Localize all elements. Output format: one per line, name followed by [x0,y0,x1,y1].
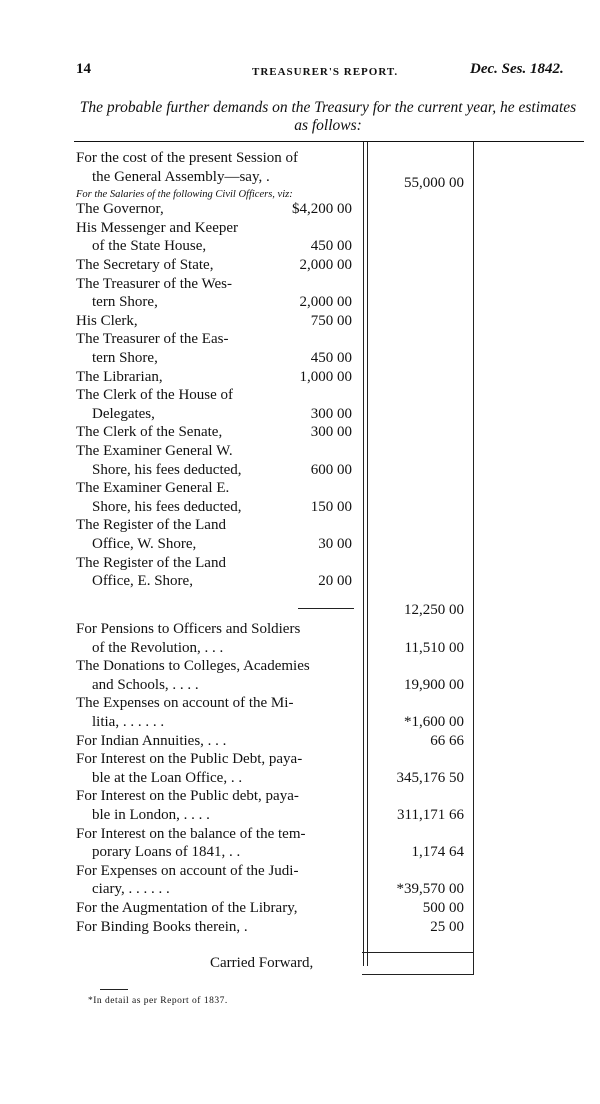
ledger-item-text: For the Augmentation of the Library, [76,900,298,916]
ledger-item-text: The Librarian, [76,368,163,385]
ledger-item-amount: 2,000 00 [299,257,352,273]
ledger-item-text: The Clerk of the House of [76,387,234,404]
ledger-item-amount: 450 00 [310,238,352,255]
intro-text: The probable further demands on the Treasury for the current year, he estimates as follows: [79,99,577,134]
ledger-item-text: The Treasurer of the Eas- [76,331,229,348]
ledger-item-amount: 150 00 [310,498,352,515]
ledger-item-text: ble in London, . . . . [92,807,210,823]
carried-forward: Carried Forward, [210,955,314,971]
ledger-item-text: The Clerk of the Senate, [76,424,223,441]
ledger-item-text: His Messenger and Keeper [76,219,239,236]
ledger-item-amount: 1,000 00 [299,368,352,385]
ledger-item-total: 12,250 00 [404,602,464,618]
running-title: TREASURER'S REPORT. [252,66,399,78]
ledger-item-text: The Register of the Land [76,517,226,534]
table-top-rule [74,141,584,142]
ledger-item-amount: 300 00 [310,424,352,441]
ledger-item-total: 345,176 50 [396,769,464,786]
ledger-item-text: The Expenses on account of the Mi- [76,695,294,712]
ledger-item-text: of the Revolution, . . . [92,639,224,656]
total-box-bottom [362,974,474,975]
ledger-item-text: litia, . . . . . . [92,714,165,730]
ledger-item-total: 311,171 66 [397,807,464,823]
ledger-item-text: For Interest on the balance of the tem- [76,825,306,842]
footnote-rule [100,989,128,990]
ledger-item-text: of the State House, [92,238,207,255]
subtotal-rule [298,608,354,609]
ledger-item-text: The Examiner General E. [76,480,230,497]
ledger-item-text: Shore, his fees deducted, [92,498,242,515]
ledger-item-total: 500 00 [422,900,464,916]
ledger-item-text: The Governor, [76,201,164,218]
ledger-item-total: 55,000 00 [404,174,464,191]
ledger-item-amount: 600 00 [310,461,352,478]
ledger-item-amount: 2,000 00 [299,294,352,311]
footnote: *In detail as per Report of 1837. [88,996,228,1006]
ledger-item-total: 11,510 00 [404,639,464,656]
ledger-item-text: Office, W. Shore, [92,536,197,552]
page-number: 14 [76,61,91,77]
ledger-item-text: tern Shore, [92,294,158,311]
ledger-item-total: *39,570 00 [396,881,464,898]
ledger-item-total: 25 00 [430,918,464,935]
ledger-item-amount: 450 00 [310,350,352,366]
ledger-item-text: For the cost of the present Session of [76,150,299,166]
ledger-item-total: 1,174 64 [411,844,464,861]
ledger-item-text: For the Salaries of the following Civil Officers, viz: [76,189,293,201]
ledger-item-amount: 750 00 [310,312,352,329]
ledger-item-text: tern Shore, [92,350,158,366]
ledger-item-text: Shore, his fees deducted, [92,461,242,478]
ledger-item-text: For Pensions to Officers and Soldiers [76,621,301,637]
ledger-item-text: Delegates, [92,405,155,422]
ledger-item-text: For Expenses on account of the Judi- [76,862,299,879]
session-date: Dec. Ses. 1842. [470,61,564,77]
ledger-item-text: ciary, . . . . . . [92,881,170,898]
ledger-item-total: 19,900 00 [404,676,464,693]
ledger-item-text: The Register of the Land [76,554,226,571]
total-box-top [362,952,474,953]
ledger-item-text: For Interest on the Public Debt, paya- [76,751,303,768]
ledger-item-text: His Clerk, [76,312,138,329]
ledger-item-text: and Schools, . . . . [92,676,199,693]
ledger-item-amount: 30 00 [318,536,352,552]
ledger-item-amount: 300 00 [310,405,352,422]
ledger-item-total: *1,600 00 [404,714,464,730]
ledger-item-text: the General Assembly—say, . [92,168,270,185]
ledger-item-text: ble at the Loan Office, . . [92,769,243,786]
ledger-item-text: The Treasurer of the Wes- [76,275,232,292]
ledger-item-text: The Secretary of State, [76,257,214,273]
ledger-item-total: 66 66 [430,732,464,749]
ledger-item-text: The Donations to Colleges, Academies [76,658,310,675]
ledger-item-text: The Examiner General W. [76,443,233,459]
ledger-item-text: For Binding Books therein, . [76,918,248,935]
ledger-item-text: porary Loans of 1841, . . [92,844,241,861]
ledger-item-amount: 20 00 [318,573,352,590]
ledger-item-text: For Interest on the Public debt, paya- [76,788,299,805]
ledger-item-text: Office, E. Shore, [92,573,193,590]
ledger-item-amount: $4,200 00 [292,201,352,218]
ledger-item-text: For Indian Annuities, . . . [76,732,227,749]
column-rule [473,142,474,974]
